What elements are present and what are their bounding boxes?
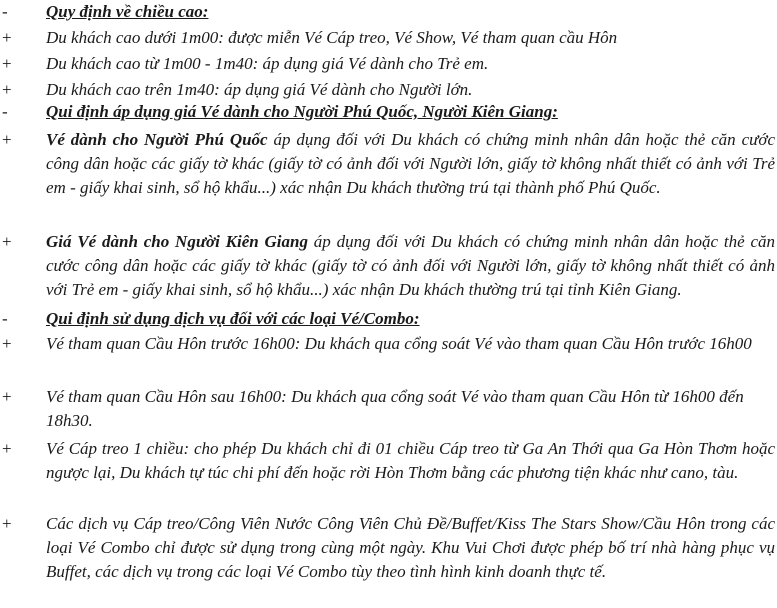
list-item-text: Du khách cao trên 1m40: áp dụng giá Vé dành cho Người lớn. xyxy=(46,80,473,99)
item-body: áp dụng đối với Du khách có chứng minh nhân dân hoặc thẻ căn cước công dân hoặc các giấy tờ khác (giấy tờ có ảnh đối với Người lớn, giấy tờ không nhất thiết có ảnh với Trẻ em - giấy khai sinh, sổ hộ khẩu...) xác nhận Du khách thường trú tại thành phố Phú Quốc. xyxy=(46,130,775,197)
plus-bullet: + xyxy=(2,514,12,533)
plus-bullet: + xyxy=(2,439,12,458)
plus-bullet: + xyxy=(2,387,12,406)
plus-bullet: + xyxy=(2,28,12,47)
plus-bullet: + xyxy=(2,232,12,251)
list-item-text: Các dịch vụ Cáp treo/Công Viên Nước Công Viên Chủ Đề/Buffet/Kiss The Stars Show/Cầu Hôn trong các loại Vé Combo chỉ được sử dụng trong cùng một ngày. Khu Vui Chơi được phép bố trí nhà hàng phục vụ Buffet, các dịch vụ trong các loại Vé Combo tùy theo tình hình kinh doanh thực tế. xyxy=(46,514,775,581)
list-item-text xyxy=(46,128,775,200)
list-item-text: Vé Cáp treo 1 chiều: cho phép Du khách chỉ đi 01 chiều Cáp treo từ Ga An Thới qua Ga Hòn Thơm hoặc ngược lại, Du khách tự túc chi phí đến hoặc rời Hòn Thơm bằng các phương tiện khác như cano, tàu. xyxy=(46,439,775,482)
section-heading: Qui định sử dụng dịch vụ đối với các loại Vé/Combo: xyxy=(46,309,420,328)
dash-bullet: - xyxy=(2,102,8,121)
item-body: áp dụng đối với Du khách có chứng minh nhân dân hoặc thẻ căn cước công dân hoặc các giấy tờ khác (giấy tờ có ảnh đối với Người lớn, giấy tờ không nhất thiết có ảnh với Trẻ em - giấy khai sinh, sổ hộ khẩu...) xác nhận Du khách thường trú tại tỉnh Kiên Giang. xyxy=(46,232,776,299)
list-item-text: Du khách cao dưới 1m00: được miễn Vé Cáp treo, Vé Show, Vé tham quan cầu Hôn xyxy=(46,28,618,47)
section-heading: Qui định áp dụng giá Vé dành cho Người Phú Quốc, Người Kiên Giang: xyxy=(46,102,558,121)
plus-bullet: + xyxy=(2,334,12,353)
term-kien-giang: Vé dành cho Người Kiên Giang xyxy=(77,232,308,251)
item-prefix: Giá xyxy=(46,232,78,251)
dash-bullet: - xyxy=(2,309,8,328)
plus-bullet: + xyxy=(2,54,12,73)
dash-bullet: - xyxy=(2,2,8,21)
list-item-text xyxy=(46,230,775,302)
list-item-text: Vé tham quan Cầu Hôn sau 16h00: Du khách qua cổng soát Vé vào tham quan Cầu Hôn từ 16h00 đến 18h30. xyxy=(46,387,744,430)
term-phu-quoc: Vé dành cho Người Phú Quốc xyxy=(46,130,268,149)
list-item-text: Vé tham quan Cầu Hôn trước 16h00: Du khách qua cổng soát Vé vào tham quan Cầu Hôn trước 16h00 xyxy=(46,334,752,353)
plus-bullet: + xyxy=(2,130,12,149)
list-item-text: Du khách cao từ 1m00 - 1m40: áp dụng giá Vé dành cho Trẻ em. xyxy=(46,54,489,73)
plus-bullet: + xyxy=(2,80,12,99)
section-heading: Quy định về chiều cao: xyxy=(46,2,209,21)
